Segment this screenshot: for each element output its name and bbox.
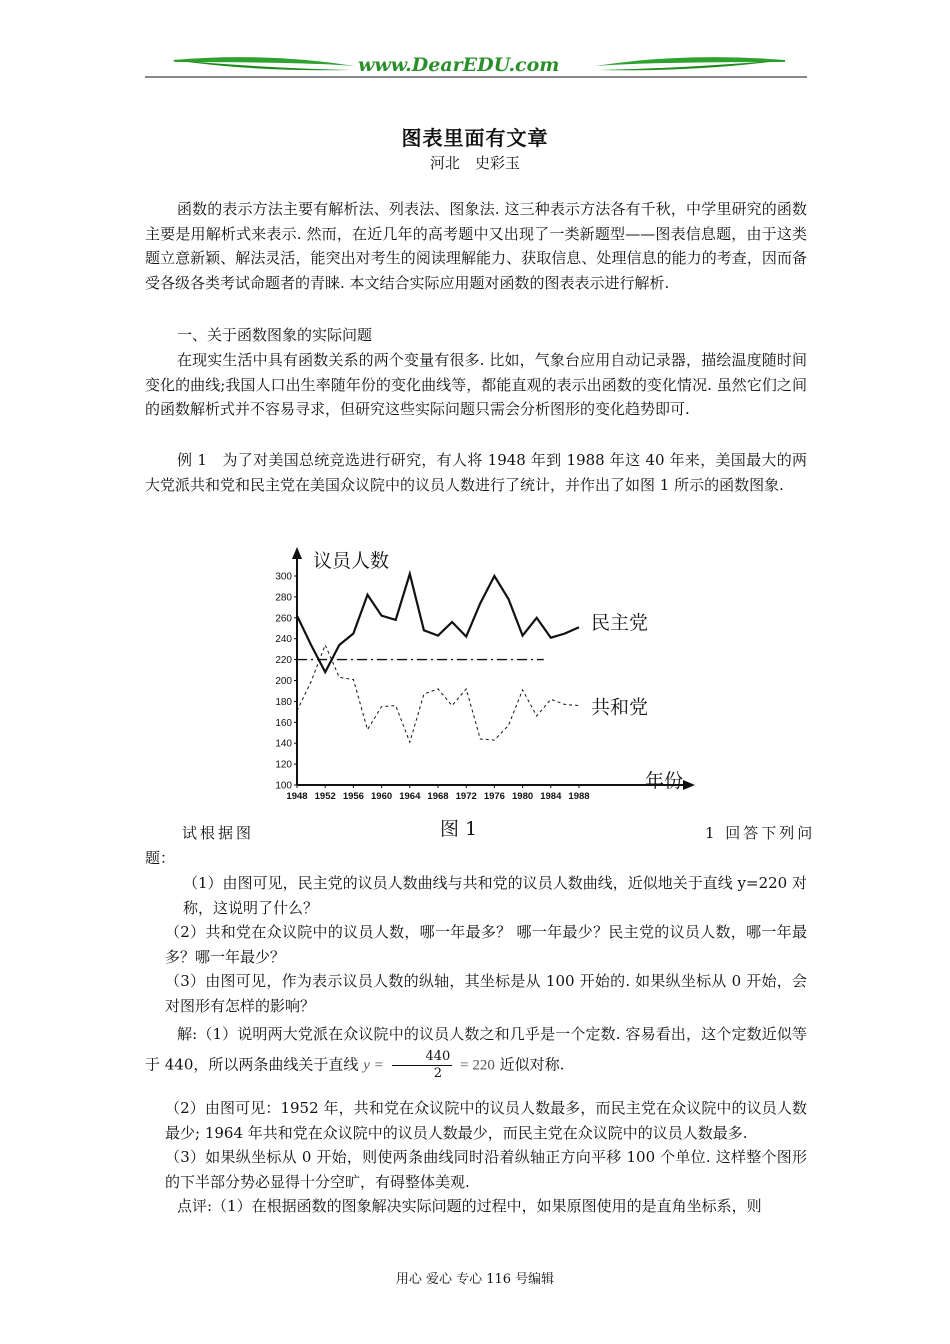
legend-label-republican: 共和党 — [591, 696, 649, 719]
question-1 — [145, 871, 807, 920]
y-tick-label: 140 — [275, 738, 292, 750]
question-2-text: （2）共和党在众议院中的议员人数，哪一年最多？ 哪一年最少？民主党的议员人数，哪一年最多？哪一年最少？ — [165, 923, 807, 966]
formula-y: y = — [363, 1057, 384, 1074]
solution-2 — [145, 1096, 807, 1145]
y-tick-label: 180 — [275, 696, 292, 708]
solution-1-text: 解:（1）说明两大党派在众议院中的议员人数之和几乎是一个定数. 容易看出，这个定数近似等于 440，所以两条曲线关于直线 — [145, 1025, 807, 1074]
page-footer: 用心 爱心 专心 116 号编辑 — [395, 1272, 555, 1287]
x-tick-label: 1984 — [540, 791, 562, 802]
x-axis-label: 年份 — [645, 770, 684, 792]
figure-caption: 图 1 — [440, 818, 478, 840]
x-tick-label: 1972 — [455, 791, 477, 802]
question-2 — [145, 920, 807, 969]
formula-result: = 220 — [460, 1057, 495, 1074]
article-author: 河北 史彩玉 — [429, 154, 520, 172]
y-tick-label: 160 — [275, 717, 292, 729]
series-line-democrat — [297, 574, 579, 672]
formula-fraction — [392, 1049, 453, 1082]
x-tick-label: 1952 — [314, 791, 336, 802]
chart-svg — [265, 545, 705, 830]
legend-label-democrat: 民主党 — [591, 612, 649, 635]
article-title: 图表里面有文章 — [401, 126, 549, 150]
y-tick-label: 120 — [275, 759, 292, 771]
y-tick-label: 220 — [275, 655, 292, 667]
solution-3 — [145, 1145, 807, 1194]
x-tick-label: 1976 — [483, 791, 505, 802]
y-tick-label: 200 — [275, 676, 292, 687]
solution-3-text: （3）如果纵坐标从 0 开始，则使两条曲线同时沿着纵轴正方向平移 100 个单位. 这样整个图形的下半部分势必显得十分空旷，有碍整体美观. — [165, 1148, 807, 1191]
y-axis-label: 议员人数 — [313, 550, 390, 572]
section-heading: 一、关于函数图象的实际问题 — [177, 326, 373, 344]
formula-numerator: 440 — [392, 1049, 453, 1066]
question-intro-left: 试根据图 — [182, 824, 255, 842]
question-3-text: （3）由图可见，作为表示议员人数的纵轴，其坐标是从 100 开始的. 如果纵坐标从 0 开始，会对图形有怎样的影响？ — [165, 972, 807, 1015]
comment-paragraph: 点评:（1）在根据函数的图象解决实际问题的过程中，如果原图使用的是直角坐标系，则 — [177, 1197, 762, 1215]
x-tick-label: 1960 — [371, 791, 393, 802]
solution-2-text: （2）由图可见：1952 年，共和党在众议院中的议员人数最多，而民主党在众议院中的议员人数最少; 1964 年共和党在众议院中的议员人数最少，而民主党在众议院中的议员人数最多. — [165, 1099, 807, 1142]
solution-1-tail: 近似对称. — [499, 1055, 565, 1074]
y-tick-label: 260 — [275, 613, 292, 625]
y-tick-label: 300 — [275, 571, 292, 583]
y-axis-arrow — [292, 547, 302, 559]
x-tick-label: 1964 — [399, 791, 421, 802]
x-tick-label: 1956 — [342, 791, 364, 802]
question-3 — [145, 969, 807, 1018]
x-axis-arrow — [683, 780, 695, 790]
example-paragraph: 例 1 为了对美国总统竞选进行研究，有人将 1948 年到 1988 年这 40 年来，美国最大的两大党派共和党和民主党在美国众议院中的议员人数进行了统计，并作出了如图 1 所示的函数图象. — [145, 451, 807, 494]
question-intro-right: 1 回答下列问 — [705, 824, 816, 842]
x-tick-label: 1980 — [512, 791, 534, 802]
question-intro-tail: 题： — [145, 849, 176, 867]
section-paragraph: 在现实生活中具有函数关系的两个变量有很多. 比如，气象台应用自动记录器，描绘温度随时间变化的曲线;我国人口出生率随年份的变化曲线等，都能直观的表示出函数的变化情况. 虽然它们之间的函数解析式并不容易寻求，但研究这些实际问题只需会分析图形的变化趋势即可. — [145, 351, 807, 418]
formula-denominator: 2 — [433, 1066, 443, 1081]
question-1-text: （1）由图可见，民主党的议员人数曲线与共和党的议员人数曲线，近似地关于直线 y=220 对称，这说明了什么？ — [183, 874, 807, 917]
site-header — [145, 48, 807, 82]
x-tick-label: 1948 — [286, 791, 308, 802]
y-tick-label: 100 — [275, 780, 292, 792]
site-logo-text[interactable]: www.DearEDU.com — [358, 54, 560, 76]
figure-1-chart — [265, 545, 705, 830]
intro-paragraph: 函数的表示方法主要有解析法、列表法、图象法. 这三种表示方法各有千秋，中学里研究的函数主要是用解析式来表示. 然而，在近几年的高考题中又出现了一类新题型——图表信息题，由于这类题立意新颖、解法灵活，能突出对考生的阅读理解能力、获取信息、处理信息的能力的考查，因而备受各级各类考试命题者的青睐. 本文结合实际应用题对函数的图表表示进行解析. — [145, 200, 807, 292]
x-tick-label: 1968 — [427, 791, 449, 802]
solution-1 — [145, 1019, 807, 1082]
y-tick-label: 240 — [275, 634, 292, 646]
x-tick-label: 1988 — [568, 791, 590, 802]
y-tick-label: 280 — [275, 592, 292, 604]
